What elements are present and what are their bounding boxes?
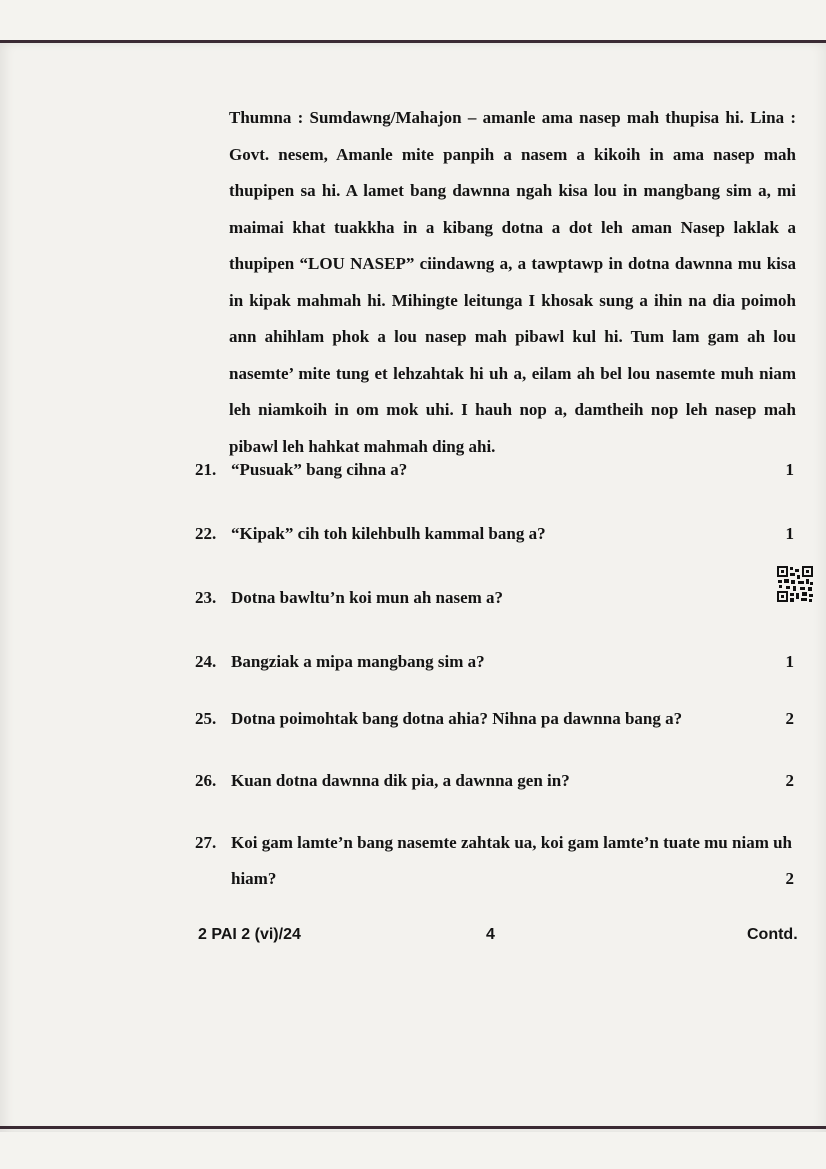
question-number: 21. [195,460,217,479]
reading-passage: Thumna : Sumdawng/Mahajon – amanle ama nasep mah thupisa hi. Lina : Govt. nesem, Amanle mite panpih a nasem a kikoih in ama nasep mah thupipen sa hi. A lamet bang dawnna ngah kisa lou in mangbang sim a, mi maimai khat tuakkha in a kibang dotna a dot leh aman Nasep laklak a thupipen “LOU NASEP” ciindawng a, a tawptawp in dotna dawnna mu kisa in kipak mahmah hi. Mihingte leitunga I khosak sung a ihin na dia poimoh ann ahihlam phok a lou nasep mah pibawl kul hi. Tum lam gam ah lou nasemte’ mite tung et lehzahtak hi uh a, eilam ah bel lou nasemte muh niam leh niamkoih in om mok uhi. I hauh nop a, damtheih nop leh nasep mah pibawl leh hahkat mahmah ding ahi. [229,108,796,456]
question-marks: 2 [785,869,794,888]
question-text: Dotna poimohtak bang dotna ahia? Nihna pa dawnna bang a? [231,709,683,728]
question-number: 23. [195,588,217,607]
page-number: 4 [486,926,495,943]
question-text: Koi gam lamte’n bang nasemte zahtak ua, koi gam lamte’n tuate mu niam uh hiam? [231,833,793,888]
question-number: 25. [195,709,217,728]
question-number: 26. [195,771,217,790]
question-marks: 2 [785,771,794,790]
bottom-edge [0,1126,826,1129]
question-text: Kuan dotna dawnna dik pia, a dawnna gen in? [231,771,570,790]
question-number: 22. [195,524,217,543]
question-number: 24. [195,652,217,671]
question-marks: 1 [785,460,794,479]
question-text: “Pusuak” bang cihna a? [231,460,408,479]
question-text: Bangziak a mipa mangbang sim a? [231,652,485,671]
question-number: 27. [195,833,217,852]
question-text: “Kipak” cih toh kilehbulh kammal bang a? [231,524,546,543]
question-text: Dotna bawltu’n koi mun ah nasem a? [231,588,504,607]
qr-code [776,565,814,603]
question-marks: 1 [785,652,794,671]
contd-label: Contd. [747,926,798,943]
question-marks: 2 [785,709,794,728]
question-marks: 1 [785,524,794,543]
paper-code: 2 PAI 2 (vi)/24 [198,926,301,943]
